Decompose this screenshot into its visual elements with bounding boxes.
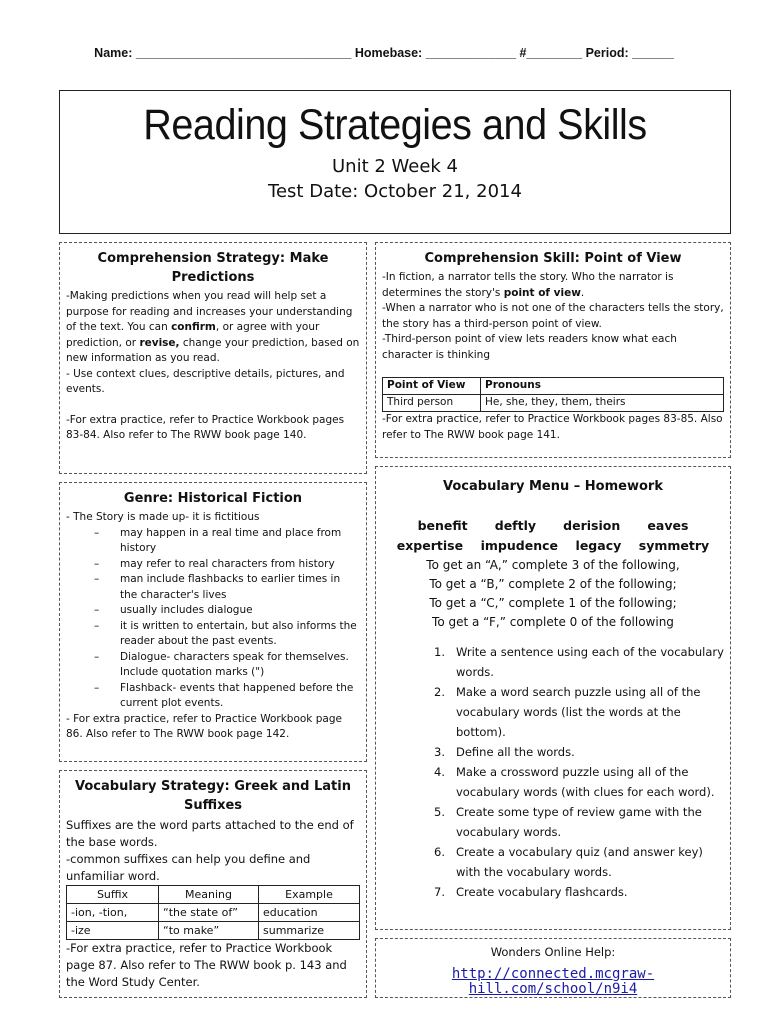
- point-of-view-box: [375, 242, 731, 458]
- table-cell: -ion, -tion,: [67, 904, 159, 922]
- narrator-text-b: .: [580, 286, 585, 299]
- example-col-header: Example: [259, 886, 360, 904]
- table-cell: Third person: [383, 395, 481, 412]
- genre-practice-note: - For extra practice, refer to Practice Workbook page 86. Also refer to The RWW book page 142.: [66, 712, 342, 740]
- online-help-box: [375, 938, 731, 998]
- genre-traits-list: [94, 526, 360, 712]
- list-item: – may refer to real characters from history: [94, 557, 360, 573]
- list-item: 6. Create a vocabulary quiz (and answer key) with the vocabulary words.: [434, 845, 703, 879]
- table-cell: “the state of”: [159, 904, 259, 922]
- narrator-paragraph: [382, 270, 724, 301]
- list-item: 1. Write a sentence using each of the vocabulary words.: [434, 645, 724, 679]
- table-cell: He, she, they, them, theirs: [481, 395, 724, 412]
- vocab-word: expertise: [396, 538, 464, 553]
- pov-table-header: [383, 378, 724, 395]
- homework-task-list: [434, 642, 724, 902]
- page-title: Reading Strategies and Skills: [143, 101, 647, 149]
- list-item: – man include flashbacks to earlier times in the character's lives: [94, 572, 360, 603]
- meaning-col-header: Meaning: [159, 886, 259, 904]
- genre-heading: Genre: Historical Fiction: [123, 491, 303, 506]
- list-item: – Flashback- events that happened before the current plot events.: [94, 681, 360, 712]
- suffix-table-header: [67, 886, 360, 904]
- predictions-paragraph: [66, 289, 360, 367]
- suffix-col-header: Suffix: [67, 886, 159, 904]
- task-text: Write a sentence using each of the vocabulary words.: [456, 645, 724, 679]
- pov-table: [382, 377, 724, 412]
- table-cell: -ize: [67, 922, 159, 940]
- suffix-definition: Suffixes are the word parts attached to the end of the base words.: [66, 818, 354, 849]
- context-clues-paragraph: - Use context clues, descriptive details, pictures, and events.: [66, 367, 345, 395]
- unit-week: Unit 2 Week 4: [331, 156, 459, 177]
- suffix-practice-note: -For extra practice, refer to Practice Workbook page 87. Also refer to The RWW book p. 143 and the Word Study Center.: [66, 941, 347, 989]
- table-row: [383, 395, 724, 412]
- table-cell: “to make”: [159, 922, 259, 940]
- narrator-text-a: -In fiction, a narrator tells the story. Who the narrator is determines the story's: [382, 271, 674, 299]
- comprehension-strategy-box: [59, 242, 367, 474]
- confirm-term: confirm: [171, 321, 216, 333]
- vocab-word: eaves: [647, 518, 689, 533]
- grading-rules: [382, 556, 724, 632]
- list-item: – it is written to entertain, but also informs the reader about the past events.: [94, 619, 360, 650]
- vocabulary-menu-box: [375, 466, 731, 930]
- genre-intro: - The Story is made up- it is fictitious: [66, 511, 260, 523]
- table-row: [67, 922, 360, 940]
- vocab-word: benefit: [417, 518, 468, 533]
- grade-rule: To get a “F,” complete 0 of the following: [432, 615, 674, 629]
- predict-practice-note: -For extra practice, refer to Practice Workbook pages 83-84. Also refer to The RWW book page 140.: [66, 413, 345, 441]
- suffix-table: [66, 885, 360, 940]
- point-of-view-heading: Comprehension Skill: Point of View: [424, 251, 682, 266]
- predictions-text-a: -Making predictions when you read will help set a purpose for reading and increases your understanding of the text. You can: [66, 290, 353, 333]
- list-item: 2. Make a word search puzzle using all of the vocabulary words (list the words at the bottom).: [434, 685, 701, 739]
- comprehension-strategy-heading: Comprehension Strategy: Make Predictions: [97, 251, 329, 285]
- third-person-knows-paragraph: -Third-person point of view lets readers know what each character is thinking: [382, 333, 677, 361]
- task-text: Define all the words.: [456, 745, 575, 759]
- online-help-link[interactable]: http://connected.mcgraw-hill.com/school/n9i4: [451, 965, 655, 997]
- vocabulary-words-row-2: [382, 536, 724, 556]
- table-row: [67, 904, 360, 922]
- task-text: Create vocabulary flashcards.: [456, 885, 628, 899]
- list-item: 7. Create vocabulary flashcards.: [434, 885, 628, 899]
- revise-term: revise,: [139, 336, 180, 349]
- test-date: Test Date: October 21, 2014: [268, 181, 522, 202]
- task-text: Make a crossword puzzle using all of the vocabulary words (with clues for each word).: [456, 765, 715, 799]
- vocabulary-words-row-1: [382, 516, 724, 536]
- suffixes-box: [59, 770, 367, 998]
- grade-rule: To get a “C,” complete 1 of the following;: [429, 596, 677, 610]
- pov-practice-note: -For extra practice, refer to Practice Workbook pages 83-85. Also refer to The RWW book page 141.: [382, 413, 723, 441]
- point-of-view-term: point of view: [503, 286, 581, 299]
- list-item: – usually includes dialogue: [94, 603, 360, 619]
- predictions-text-c: change your prediction, based on new information as you read.: [66, 336, 360, 364]
- grade-rule: To get a “B,” complete 2 of the following;: [429, 577, 677, 591]
- grade-rule: To get an “A,” complete 3 of the following,: [426, 558, 680, 572]
- online-help-title: Wonders Online Help:: [490, 945, 616, 959]
- vocab-word: legacy: [575, 538, 622, 553]
- table-cell: education: [259, 904, 360, 922]
- task-text: Make a word search puzzle using all of the vocabulary words (list the words at the bottom).: [456, 685, 701, 739]
- list-item: 3. Define all the words.: [434, 745, 575, 759]
- list-item: 5. Create some type of review game with the vocabulary words.: [434, 805, 702, 839]
- vocab-word: deftly: [494, 518, 537, 533]
- title-box: [59, 90, 731, 234]
- predictions-text-b: , or agree with your prediction, or: [66, 321, 320, 349]
- suffixes-heading: Vocabulary Strategy: Greek and Latin Suffixes: [75, 779, 351, 813]
- task-text: Create a vocabulary quiz (and answer key) with the vocabulary words.: [456, 845, 703, 879]
- vocab-word: symmetry: [638, 538, 710, 553]
- suffix-usage: -common suffixes can help you define and unfamiliar word.: [66, 852, 311, 883]
- third-person-paragraph: -When a narrator who is not one of the characters tells the story, the story has a third-person point of view.: [382, 302, 724, 330]
- table-cell: summarize: [259, 922, 360, 940]
- genre-box: [59, 482, 367, 762]
- task-text: Create some type of review game with the vocabulary words.: [456, 805, 702, 839]
- vocabulary-menu-heading: Vocabulary Menu – Homework: [443, 479, 663, 494]
- pov-col-header: Point of View: [383, 378, 481, 395]
- list-item: – Dialogue- characters speak for themselves. Include quotation marks ("): [94, 650, 360, 681]
- vocabulary-words: [382, 516, 724, 556]
- vocab-word: derision: [563, 518, 621, 533]
- list-item: 4. Make a crossword puzzle using all of the vocabulary words (with clues for each word).: [434, 765, 715, 799]
- vocab-word: impudence: [480, 538, 558, 553]
- list-item: – may happen in a real time and place from history: [94, 526, 360, 557]
- pronouns-col-header: Pronouns: [481, 378, 724, 395]
- student-info-line[interactable]: Name: _______________________________ Homebase: _____________ #________ Period: ______: [94, 46, 674, 60]
